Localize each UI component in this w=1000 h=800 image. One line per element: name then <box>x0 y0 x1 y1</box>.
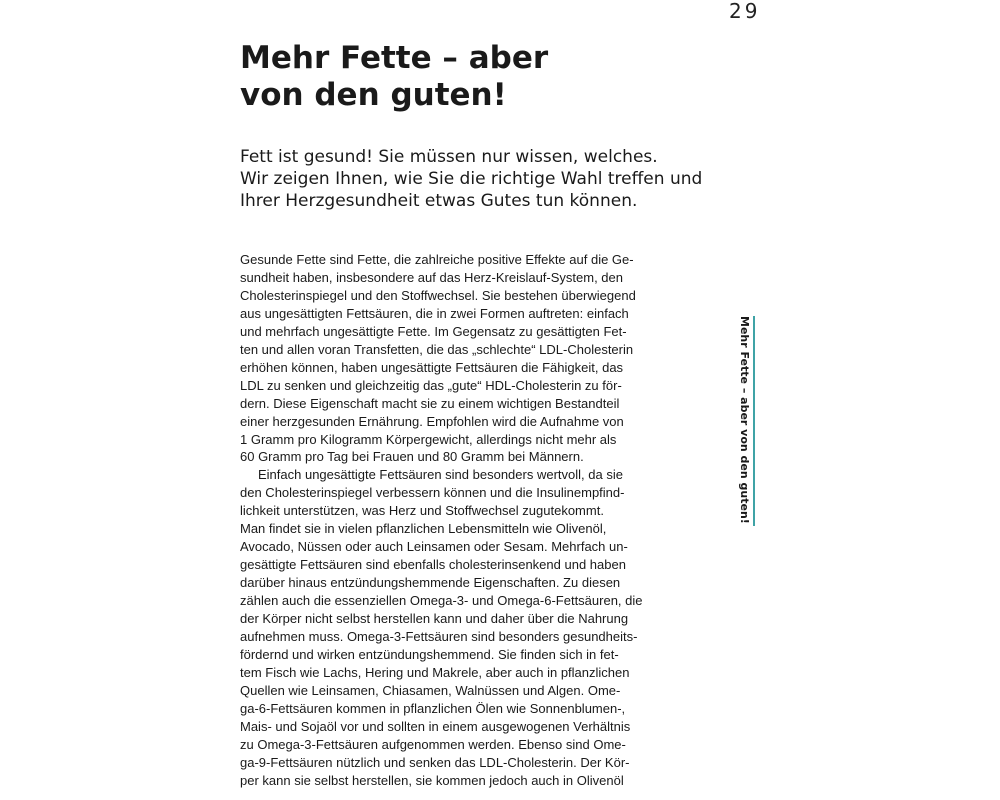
body-line: Gesunde Fette sind Fette, die zahlreiche positive Effekte auf die Ge- <box>240 252 634 267</box>
body-line: dern. Diese Eigenschaft macht sie zu einem wichtigen Bestandteil <box>240 395 620 411</box>
chapter-side-tab-label: Mehr Fette – aber von den guten! <box>738 316 751 524</box>
body-line: LDL zu senken und gleichzeitig das „gute“ HDL-Cholesterin zu för- <box>240 377 622 393</box>
body-line: zu Omega-3-Fettsäuren aufgenommen werden. Ebenso sind Ome- <box>240 736 626 752</box>
body-line: gesättigte Fettsäuren sind ebenfalls cholesterinsenkend und haben <box>240 557 626 573</box>
body-line: per kann sie selbst herstellen, sie kommen jedoch auch in Olivenöl <box>240 772 624 788</box>
title-line: von den guten! <box>240 77 507 113</box>
body-line: Mais- und Sojaöl vor und sollten in einem ausgewogenen Verhältnis <box>240 718 631 734</box>
lead-paragraph <box>240 146 710 212</box>
chapter-side-tab <box>736 316 754 526</box>
body-line: Einfach ungesättigte Fettsäuren sind besonders wertvoll, da sie <box>258 467 623 483</box>
body-line: ten und allen voran Transfetten, die das „schlechte“ LDL-Cholesterin <box>240 341 634 357</box>
body-line: der Körper nicht selbst herstellen kann und daher über die Nahrung <box>240 611 629 627</box>
page-title <box>240 40 680 114</box>
body-line: Quellen wie Leinsamen, Chiasamen, Walnüssen und Algen. Ome- <box>240 682 621 698</box>
body-line: sundheit haben, insbesondere auf das Herz-Kreislauf-System, den <box>240 269 623 285</box>
body-line: ga-6-Fettsäuren kommen in pflanzlichen Ölen wie Sonnenblumen-, <box>240 700 626 716</box>
body-text <box>240 251 700 790</box>
body-line: 60 Gramm pro Tag bei Frauen und 80 Gramm bei Männern. <box>240 449 584 465</box>
chapter-accent-rule <box>753 316 755 526</box>
body-line: lichkeit unterstützen, was Herz und Stoffwechsel zugutekommt. <box>240 503 604 519</box>
body-line: fördernd und wirken entzündungshemmend. Sie finden sich in fet- <box>240 646 619 662</box>
title-line: Mehr Fette – aber <box>240 40 549 76</box>
body-line: 1 Gramm pro Kilogramm Körpergewicht, allerdings nicht mehr als <box>240 431 617 447</box>
body-line: einer herzgesunden Ernährung. Empfohlen wird die Aufnahme von <box>240 413 624 429</box>
body-line: und mehrfach ungesättigte Fette. Im Gegensatz zu gesättigten Fet- <box>240 323 627 339</box>
body-line: den Cholesterinspiegel verbessern können und die Insulinempfind- <box>240 485 625 501</box>
body-line: Avocado, Nüssen oder auch Leinsamen oder Sesam. Mehrfach un- <box>240 539 628 555</box>
body-line: ga-9-Fettsäuren nützlich und senken das LDL-Cholesterin. Der Kör- <box>240 754 630 770</box>
lead-line: Wir zeigen Ihnen, wie Sie die richtige Wahl treffen und <box>240 169 703 189</box>
page-number: 29 <box>729 0 761 23</box>
body-line: aufnehmen muss. Omega-3-Fettsäuren sind besonders gesundheits- <box>240 629 638 645</box>
body-line: erhöhen können, haben ungesättigte Fettsäuren die Fähigkeit, das <box>240 359 624 375</box>
body-line: Man findet sie in vielen pflanzlichen Lebensmitteln wie Olivenöl, <box>240 521 607 537</box>
lead-line: Ihrer Herzgesundheit etwas Gutes tun können. <box>240 191 638 211</box>
body-line: zählen auch die essenziellen Omega-3- und Omega-6-Fettsäuren, die <box>240 593 643 609</box>
body-line: darüber hinaus entzündungshemmende Eigenschaften. Zu diesen <box>240 575 621 591</box>
body-line: tem Fisch wie Lachs, Hering und Makrele, aber auch in pflanzlichen <box>240 664 630 680</box>
lead-line: Fett ist gesund! Sie müssen nur wissen, welches. <box>240 147 658 167</box>
body-line: aus ungesättigten Fettsäuren, die in zwei Formen auftreten: einfach <box>240 305 629 321</box>
body-line: Cholesterinspiegel und den Stoffwechsel. Sie bestehen überwiegend <box>240 287 636 303</box>
